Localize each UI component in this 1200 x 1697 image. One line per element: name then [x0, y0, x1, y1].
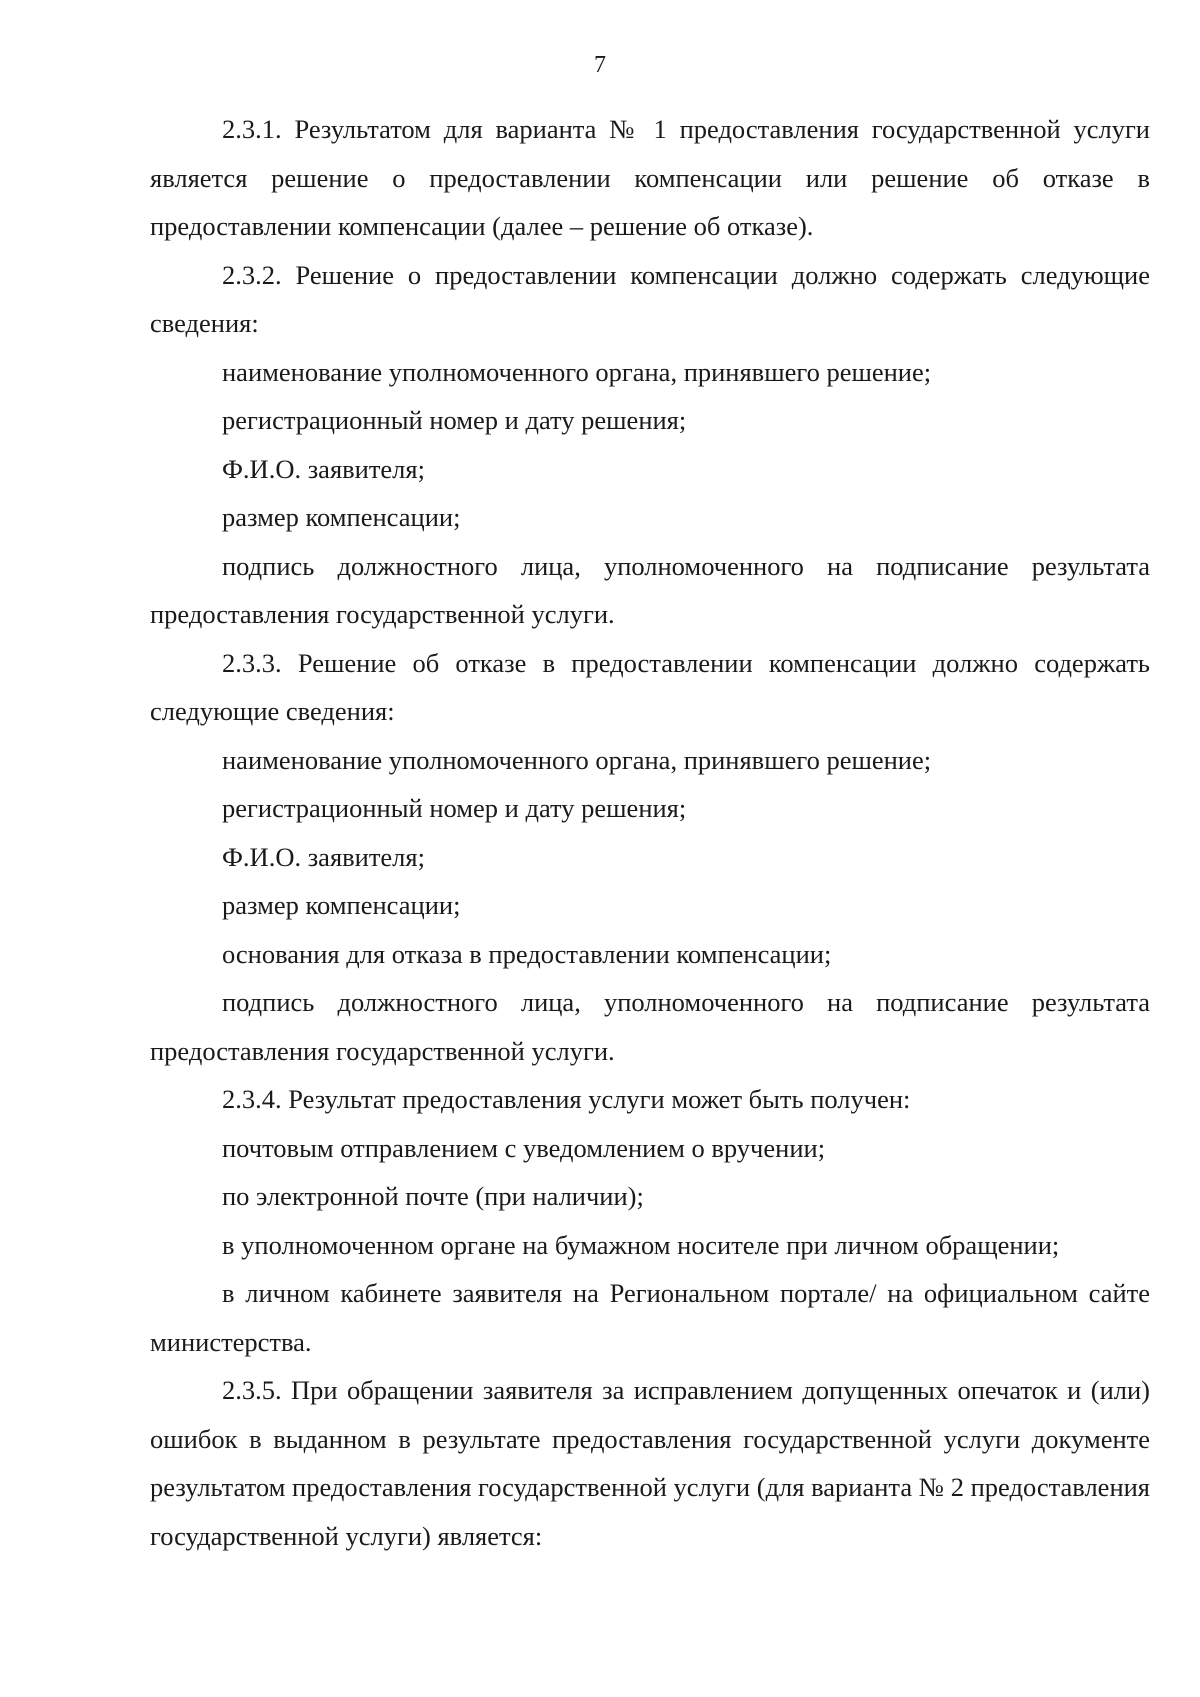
list-item: подпись должностного лица, уполномоченного на подписание результата предоставления государственной услуги. [150, 987, 1150, 1066]
list-item: подпись должностного лица, уполномоченного на подписание результата предоставления государственной услуги. [150, 550, 1150, 629]
page-number: 7 [594, 52, 606, 78]
list-item: размер компенсации; [222, 502, 461, 532]
list-item: в уполномоченном органе на бумажном носителе при личном обращении; [222, 1229, 1060, 1260]
paragraph-2-3-3: 2.3.3. Решение об отказе в предоставлении компенсации должно содержать следующие сведения: [150, 647, 1150, 726]
paragraph-2-3-2: 2.3.2. Решение о предоставлении компенсации должно содержать следующие сведения: [150, 259, 1150, 338]
list-item: по электронной почте (при наличии); [222, 1181, 644, 1211]
list-item: наименование уполномоченного органа, принявшего решение; [222, 744, 932, 775]
list-item: регистрационный номер и дату решения; [222, 793, 687, 823]
list-item: регистрационный номер и дату решения; [222, 405, 687, 435]
list-item: почтовым отправлением с уведомлением о вручении; [222, 1132, 826, 1163]
list-item: Ф.И.О. заявителя; [222, 841, 425, 872]
paragraph-2-3-5: 2.3.5. При обращении заявителя за исправлением допущенных опечаток и (или) ошибок в выданном в результате предоставления государственной услуги документе результатом предоставления государственной услуги (для варианта № 2 предоставления государственной услуги) является: [150, 1375, 1150, 1551]
list-item: в личном кабинете заявителя на Региональном портале/ на официальном сайте министерства. [150, 1278, 1150, 1357]
paragraph-2-3-4: 2.3.4. Результат предоставления услуги может быть получен: [222, 1084, 911, 1114]
list-item: Ф.И.О. заявителя; [222, 453, 425, 484]
paragraph-2-3-1: 2.3.1. Результатом для варианта № 1 предоставления государственной услуги является решение о предоставлении компенсации или решение об отказе в предоставлении компенсации (далее – решение об отказе). [150, 114, 1150, 241]
list-item: основания для отказа в предоставлении компенсации; [222, 938, 832, 969]
list-item: размер компенсации; [222, 890, 461, 920]
list-item: наименование уполномоченного органа, принявшего решение; [222, 356, 932, 387]
document-body [150, 105, 1150, 1560]
